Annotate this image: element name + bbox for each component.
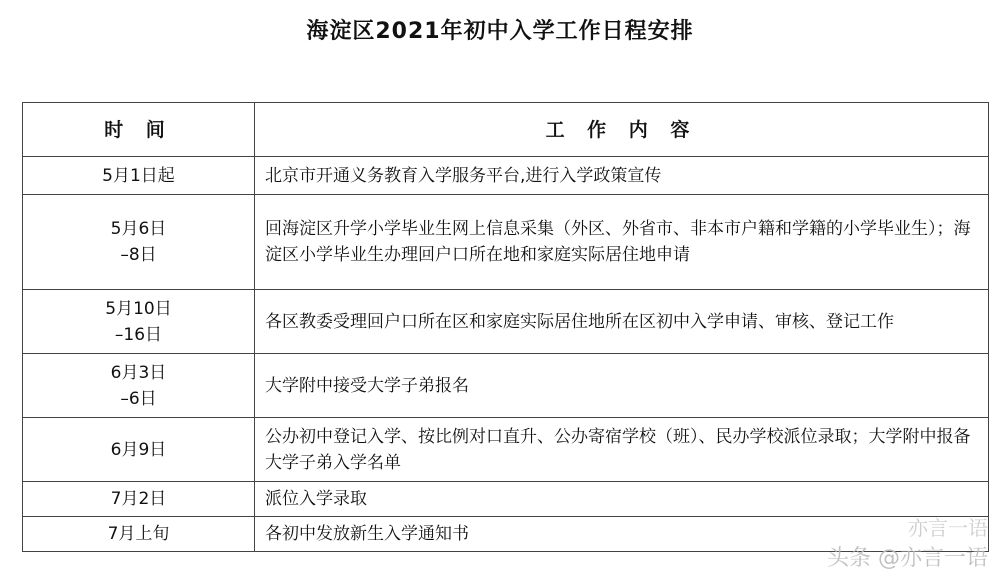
time-cell bbox=[23, 157, 255, 195]
time-text: –16日 bbox=[114, 324, 163, 345]
time-cell bbox=[23, 354, 255, 418]
schedule-table bbox=[22, 102, 989, 552]
table-header-row bbox=[23, 103, 989, 157]
time-cell bbox=[23, 290, 255, 354]
time-cell bbox=[23, 482, 255, 517]
work-cell: 各区教委受理回户口所在区和家庭实际居住地所在区初中入学申请、审核、登记工作 bbox=[255, 290, 989, 354]
table-row bbox=[23, 195, 989, 290]
table-row bbox=[23, 157, 989, 195]
work-cell: 派位入学录取 bbox=[255, 482, 989, 517]
time-cell bbox=[23, 517, 255, 552]
time-text: –6日 bbox=[120, 388, 157, 409]
time-text: 6月3日 bbox=[110, 362, 167, 383]
work-cell: 大学附中接受大学子弟报名 bbox=[255, 354, 989, 418]
time-text: 5月6日 bbox=[110, 219, 167, 239]
time-cell bbox=[23, 195, 255, 290]
time-cell bbox=[23, 418, 255, 482]
watermark-line2: 头条 @亦言一语 bbox=[827, 546, 988, 571]
watermark bbox=[827, 512, 988, 572]
work-cell: 公办初中登记入学、按比例对口直升、公办寄宿学校（班）、民办学校派位录取；大学附中报备大学子弟入学名单 bbox=[255, 418, 989, 482]
time-text: 5月1日起 bbox=[102, 165, 175, 186]
time-text: 7月上旬 bbox=[107, 524, 170, 544]
work-cell: 回海淀区升学小学毕业生网上信息采集（外区、外省市、非本市户籍和学籍的小学毕业生）；海淀区小学毕业生办理回户口所在地和家庭实际居住地申请 bbox=[255, 195, 989, 290]
table-row bbox=[23, 354, 989, 418]
table-row bbox=[23, 290, 989, 354]
page-title: 海淀区2021年初中入学工作日程安排 bbox=[306, 19, 694, 44]
column-header-work: 工 作 内 容 bbox=[255, 103, 989, 157]
time-text: 7月2日 bbox=[110, 489, 167, 509]
watermark-line1: 亦言一语 bbox=[908, 516, 988, 540]
column-header-time: 时 间 bbox=[23, 103, 255, 157]
time-text: –8日 bbox=[120, 245, 157, 265]
time-text: 6月9日 bbox=[110, 439, 167, 460]
table-row bbox=[23, 418, 989, 482]
work-cell: 各初中发放新生入学通知书 bbox=[255, 517, 989, 552]
time-text: 5月10日 bbox=[105, 298, 172, 319]
work-cell: 北京市开通义务教育入学服务平台,进行入学政策宣传 bbox=[255, 157, 989, 195]
